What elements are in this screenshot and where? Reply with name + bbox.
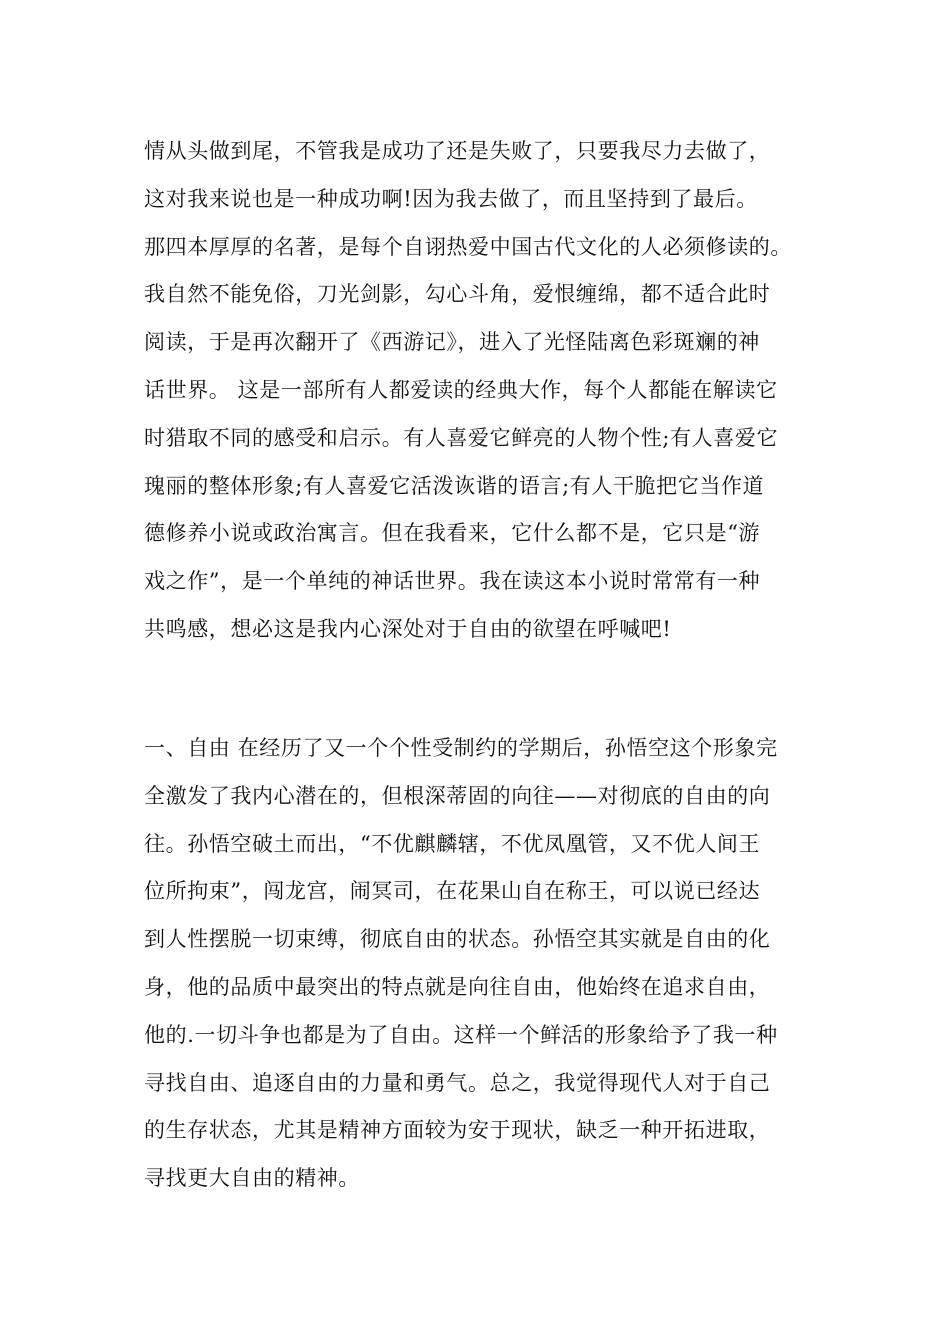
text-line: 瑰丽的整体形象;有人喜爱它活泼诙谐的语言;有人干脆把它当作道: [144, 473, 765, 498]
text-line: 寻找自由、追逐自由的力量和勇气。总之，我觉得现代人对于自己: [144, 1070, 771, 1095]
text-line: 他的.一切斗争也都是为了自由。这样一个鲜活的形象给予了我一种: [144, 1022, 778, 1047]
text-line: 的生存状态，尤其是精神方面较为安于现状，缺乏一种开拓进取，: [144, 1118, 771, 1143]
text-line: 身，他的品质中最突出的特点就是向往自由，他始终在追求自由，: [144, 974, 771, 999]
text-line: 话世界。 这是一部所有人都爱读的经典大作，每个人都能在解读它: [144, 377, 778, 402]
text-line: 到人性摆脱一切束缚，彻底自由的状态。孙悟空其实就是自由的化: [144, 927, 771, 952]
text-line: 共鸣感，想必这是我内心深处对于自由的欲望在呼喊吧!: [144, 616, 672, 641]
text-line: 我自然不能免俗，刀光剑影，勾心斗角，爱恨缠绵，都不适合此时: [144, 282, 771, 307]
text-line: 时猎取不同的感受和启示。有人喜爱它鲜亮的人物个性;有人喜爱它: [144, 425, 779, 450]
text-line: 全激发了我内心潜在的，但根深蒂固的向往——对彻底的自由的向: [144, 783, 771, 808]
text-line: 寻找更大自由的精神。: [144, 1166, 360, 1191]
text-line: 一、自由 在经历了又一个个性受制约的学期后，孙悟空这个形象完: [144, 736, 778, 760]
text-line: 德修养小说或政治寓言。但在我看来，它什么都不是，它只是“游: [144, 521, 761, 546]
text-line: 阅读，于是再次翻开了《西游记》，进入了光怪陆离色彩斑斓的神: [144, 330, 760, 355]
text-line: 位所拘束”，闯龙宫，闹冥司，在花果山自在称王，可以说已经达: [144, 879, 761, 904]
text-line: 戏之作”，是一个单纯的神话世界。我在读这本小说时常常有一种: [144, 569, 761, 594]
text-line: 往。孙悟空破土而出，“不优麒麟辖，不优凤凰管，又不优人间王: [144, 831, 761, 856]
paragraph-2: [144, 725, 844, 1203]
text-line: 情从头做到尾，不管我是成功了还是失败了，只要我尽力去做了，: [144, 139, 771, 163]
text-line: 这对我来说也是一种成功啊!因为我去做了，而且坚持到了最后。: [144, 186, 758, 211]
paragraph-1: [144, 128, 844, 654]
text-line: 那四本厚厚的名著，是每个自诩热爱中国古代文化的人必须修读的。: [144, 234, 792, 259]
